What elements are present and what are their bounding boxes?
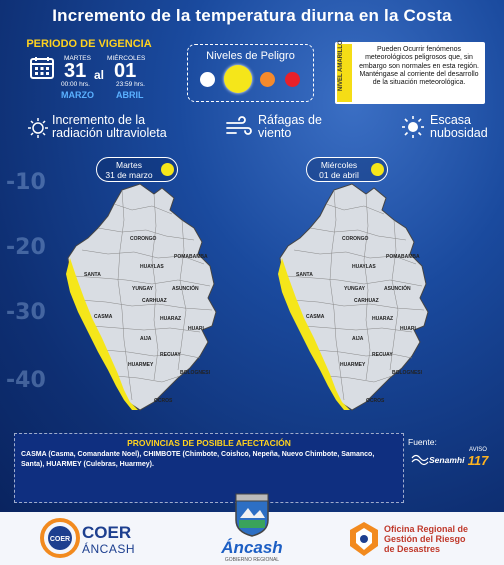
- map2-date-line1: Miércoles: [320, 160, 358, 170]
- level-orange-dot: [260, 72, 275, 87]
- svg-text:Senamhi: Senamhi: [429, 455, 465, 465]
- thermo-tick: -30: [6, 300, 46, 325]
- label-aija-2: AIJA: [352, 336, 364, 342]
- label-casma-1: CASMA: [94, 314, 113, 320]
- label-huaraz-2: HUARAZ: [372, 316, 394, 322]
- start-time: 00:00 hrs.: [61, 81, 90, 88]
- label-santa-1: SANTA: [84, 272, 101, 278]
- label-ocros-1: OCROS: [154, 398, 173, 404]
- label-huaylas-2: HUAYLAS: [352, 264, 376, 270]
- end-time: 23:59 hrs.: [116, 81, 145, 88]
- map-date-pill-1: [96, 157, 178, 182]
- label-recuay-2: RECUAY: [372, 352, 393, 358]
- alert-text: Pueden Ocurrir fenómenos meteorológicos peligrosos que, sin embargo son normales en esta región. Manténgase al corriente del desarrollo de la situación meteorológica.: [359, 46, 479, 87]
- label-santa-2: SANTA: [296, 272, 313, 278]
- coer-subtitle: ÁNCASH: [82, 542, 136, 556]
- feature-uv: Incremento de la radiación ultravioleta: [52, 113, 167, 140]
- label-asuncion-2: ASUNCIÓN: [384, 286, 411, 292]
- level-red-dot: [285, 72, 300, 87]
- provinces-text: CASMA (Casma, Comandante Noel), CHIMBOTE (Chimbote, Coishco, Nepeña, Nuevo Chimbote, Samanco, Santa), HUARMEY (Culebras, Huarmey).: [21, 451, 375, 468]
- label-pomabamba-1: POMABAMBA: [174, 254, 208, 260]
- aviso-value: 117: [467, 453, 489, 468]
- feature-wind: Ráfagas de viento: [258, 113, 322, 140]
- ancash-region-1: [68, 184, 216, 410]
- period-connector: al: [94, 68, 105, 82]
- label-bolognesi-2: BOLOGNESI: [392, 370, 423, 376]
- start-month: MARZO: [61, 90, 94, 100]
- senamhi-logo: [410, 450, 465, 470]
- ogrd-logo-icon: [348, 520, 380, 558]
- thermo-tick: -40: [6, 368, 46, 393]
- ancash-region-2: [280, 184, 428, 410]
- map-ancash-1: [62, 180, 238, 415]
- provinces-heading: PROVINCIAS DE POSIBLE AFECTACIÓN: [127, 438, 291, 448]
- level-white-dot: [200, 72, 215, 87]
- thermo-tick: -20: [6, 235, 46, 260]
- validity-period: [24, 38, 174, 108]
- map2-date-line2: 01 de abril: [319, 170, 359, 180]
- source-label: Fuente:: [408, 437, 437, 447]
- label-carhuaz-1: CARHUAZ: [142, 298, 167, 304]
- feature-cloud: Escasa nubosidad: [430, 113, 488, 140]
- map2-level-dot: [371, 163, 384, 176]
- sun-icon: [402, 116, 424, 138]
- label-casma-2: CASMA: [306, 314, 325, 320]
- label-huari-2: HUARI: [400, 326, 416, 332]
- wind-icon: [226, 118, 252, 136]
- calendar-icon: [30, 56, 54, 80]
- end-month: ABRIL: [116, 90, 144, 100]
- map1-date-line1: Martes: [116, 160, 142, 170]
- end-day: 01: [114, 60, 137, 82]
- label-corongo-2: CORONGO: [342, 236, 369, 242]
- aviso-number: [464, 447, 492, 468]
- label-huaylas-1: HUAYLAS: [140, 264, 164, 270]
- coer-title: COER: [82, 523, 132, 542]
- validity-label: PERIODO DE VIGENCIA: [26, 38, 152, 50]
- start-day: 31: [64, 60, 87, 82]
- label-recuay-1: RECUAY: [160, 352, 181, 358]
- gov-subtitle: GOBIERNO REGIONAL: [224, 557, 280, 563]
- label-huarmey-1: HUARMEY: [128, 362, 154, 368]
- danger-levels-label: Niveles de Peligro: [206, 50, 295, 62]
- map1-level-dot: [161, 163, 174, 176]
- label-ocros-2: OCROS: [366, 398, 385, 404]
- label-aija-1: AIJA: [140, 336, 152, 342]
- ancash-coat-of-arms: [232, 494, 272, 538]
- label-asuncion-1: ASUNCIÓN: [172, 286, 199, 292]
- start-day-name: MARTES: [64, 55, 91, 62]
- label-huari-1: HUARI: [188, 326, 204, 332]
- uv-sun-icon: [28, 118, 48, 138]
- gov-title: Áncash: [221, 538, 283, 557]
- thermo-tick: -10: [6, 170, 46, 195]
- map-ancash-2: [274, 180, 450, 415]
- label-yungay-1: YUNGAY: [132, 286, 153, 292]
- footer: [0, 512, 504, 565]
- affected-provinces: [14, 433, 404, 503]
- label-yungay-2: YUNGAY: [344, 286, 365, 292]
- level-tag: NIVEL AMARILLO: [337, 44, 352, 102]
- label-bolognesi-1: BOLOGNESI: [180, 370, 211, 376]
- label-huarmey-2: HUARMEY: [340, 362, 366, 368]
- map1-date-line2: 31 de marzo: [105, 170, 153, 180]
- danger-levels: [187, 44, 314, 102]
- label-huaraz-1: HUARAZ: [160, 316, 182, 322]
- svg-text:COER: COER: [49, 536, 71, 543]
- aviso-label: AVISO: [469, 447, 487, 453]
- map-date-pill-2: [306, 157, 388, 182]
- label-pomabamba-2: POMABAMBA: [386, 254, 420, 260]
- label-carhuaz-2: CARHUAZ: [354, 298, 379, 304]
- end-day-name: MIÉRCOLES: [107, 55, 146, 62]
- level-yellow-dot-active: [224, 65, 252, 93]
- ogrd-title: Oficina Regional de Gestión del Riesgo de Desastres: [384, 524, 469, 554]
- alert-box: [335, 42, 485, 104]
- page-title: Incremento de la temperatura diurna en la Costa: [52, 6, 452, 25]
- label-corongo-1: CORONGO: [130, 236, 157, 242]
